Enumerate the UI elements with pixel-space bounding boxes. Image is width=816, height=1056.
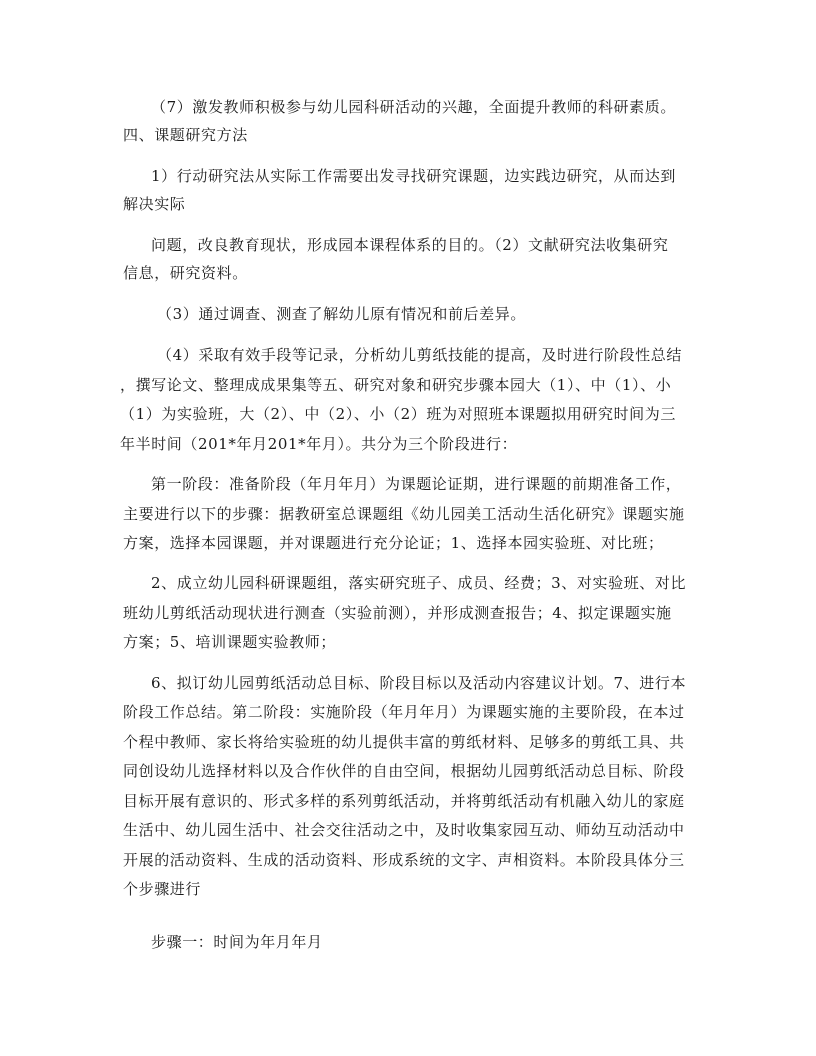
text-line: （3）通过调查、测查了解幼儿原有情况和前后差异。 — [157, 305, 526, 323]
text-line: 生活中、幼儿园生活中、社会交往活动之中，及时收集家园互动、师幼互动活动中 — [123, 821, 685, 839]
text-line: 年半时间（201*年月201*年月）。共分为三个阶段进行： — [120, 435, 518, 453]
text-line: 个程中教师、家长将给实验班的幼儿提供丰富的剪纸材料、足够多的剪纸工具、共 — [123, 733, 685, 751]
text-line: （4）采取有效手段等记录，分析幼儿剪纸技能的提高，及时进行阶段性总结 — [157, 346, 682, 364]
text-line: 方案；5、培训课题实验教师； — [123, 633, 336, 651]
text-line: 2、成立幼儿园科研课题组，落实研究班子、成员、经费；3、对实验班、对比 — [151, 574, 687, 592]
text-line: ，撰写论文、整理成成果集等五、研究对象和研究步骤本园大（1）、中（1）、小 — [120, 376, 672, 394]
text-line: 信息，研究资料。 — [123, 264, 248, 282]
text-line: 步骤一：时间为年月年月 — [151, 933, 323, 951]
text-line: 主要进行以下的步骤：据教研室总课题组《幼儿园美工活动生活化研究》课题实施 — [123, 505, 685, 523]
text-line: 第一阶段：准备阶段（年月年月）为课题论证期，进行课题的前期准备工作， — [151, 475, 682, 493]
text-line: 6、拟订幼儿园剪纸活动总目标、阶段目标以及活动内容建议计划。7、进行本 — [151, 674, 687, 692]
text-line: 1）行动研究法从实际工作需要出发寻找研究课题，边实践边研究，从而达到 — [151, 167, 676, 185]
text-line: 目标开展有意识的、形式多样的系列剪纸活动，并将剪纸活动有机融入幼儿的家庭 — [123, 792, 685, 810]
text-line: 问题，改良教育现状，形成园本课程体系的目的。（2）文献研究法收集研究 — [151, 236, 669, 254]
text-line: 开展的活动资料、生成的活动资料、形成系统的文字、声相资料。本阶段具体分三 — [123, 851, 685, 869]
section-heading: 四、课题研究方法 — [123, 126, 248, 144]
text-line: 解决实际 — [123, 195, 186, 213]
text-line: 方案，选择本园课题，并对课题进行充分论证；1、选择本园实验班、对比班； — [123, 534, 664, 552]
text-line: （7）激发教师积极参与幼儿园科研活动的兴趣，全面提升教师的科研素质。 — [151, 98, 676, 116]
text-line: 个步骤进行 — [123, 880, 202, 898]
text-line: （1）为实验班，大（2）、中（2）、小（2）班为对照班本课题拟用研究时间为三 — [120, 405, 676, 423]
text-line: 阶段工作总结。第二阶段：实施阶段（年月年月）为课题实施的主要阶段，在本过 — [123, 703, 685, 721]
text-line: 同创设幼儿选择材料以及合作伙伴的自由空间，根据幼儿园剪纸活动总目标、阶段 — [123, 762, 685, 780]
text-line: 班幼儿剪纸活动现状进行测查（实验前测），并形成测查报告；4、拟定课题实施 — [123, 604, 672, 622]
